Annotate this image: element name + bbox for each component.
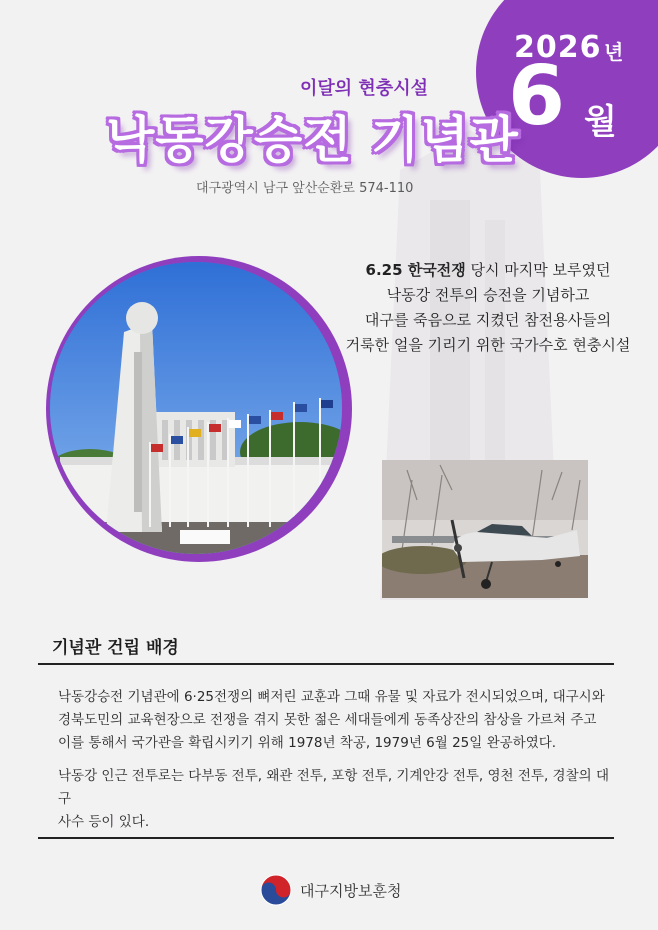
paragraph-2-line-2: 사수 등이 있다. (58, 814, 150, 830)
intro-line-4: 거룩한 얼을 기리기 위한 국가수호 현충시설 (345, 336, 631, 354)
intro-line-2: 낙동강 전투의 승전을 기념하고 (386, 286, 590, 304)
intro-line-1-rest: 당시 마지막 보루였던 (465, 261, 611, 279)
page-title: 낙동강승전 기념관 (106, 111, 519, 169)
memorial-tower-photo (50, 262, 342, 554)
paragraph-1-line-2: 경북도민의 교육현장으로 전쟁을 겪지 못한 젊은 세대들에게 동족상잔의 참상을 가르쳐 주고 (58, 712, 597, 728)
month-text: 6 (508, 49, 566, 144)
month-unit-text: 월 (584, 102, 617, 142)
subtitle: 이달의 현충시설 (300, 78, 428, 99)
intro-line-1 (338, 258, 638, 283)
divider-top (38, 663, 614, 665)
year-text: 2026 (514, 30, 602, 65)
paragraph-1-line-3: 이를 통해서 국가관을 확립시키기 위해 1978년 착공, 1979년 6월 25일 완공하였다. (58, 735, 557, 751)
intro-highlight: 6.25 한국전쟁 (365, 261, 466, 279)
organization-name: 대구지방보훈청 (300, 882, 402, 900)
background-paragraph-1 (58, 686, 618, 755)
paragraph-2-line-1: 낙동강 인근 전투로는 다부동 전투, 왜관 전투, 포항 전투, 기계안강 전투, 영천 전투, 경찰의 대구 (58, 768, 610, 807)
paragraph-1-line-1: 낙동강승전 기념관에 6·25전쟁의 뼈저린 교훈과 그때 유물 및 자료가 전시되었으며, 대구시와 (58, 689, 605, 705)
address: 대구광역시 남구 앞산순환로 574-110 (196, 181, 414, 196)
background-paragraph-2 (58, 765, 618, 834)
taegeuk-icon (258, 872, 294, 908)
year-unit-text: 년 (604, 40, 624, 64)
intro-text (338, 258, 638, 358)
section-heading: 기념관 건립 배경 (52, 638, 179, 658)
aircraft-display-photo (382, 460, 588, 598)
intro-line-3: 대구를 죽음으로 지켰던 참전용사들의 (364, 311, 612, 329)
divider-bottom (38, 837, 614, 839)
